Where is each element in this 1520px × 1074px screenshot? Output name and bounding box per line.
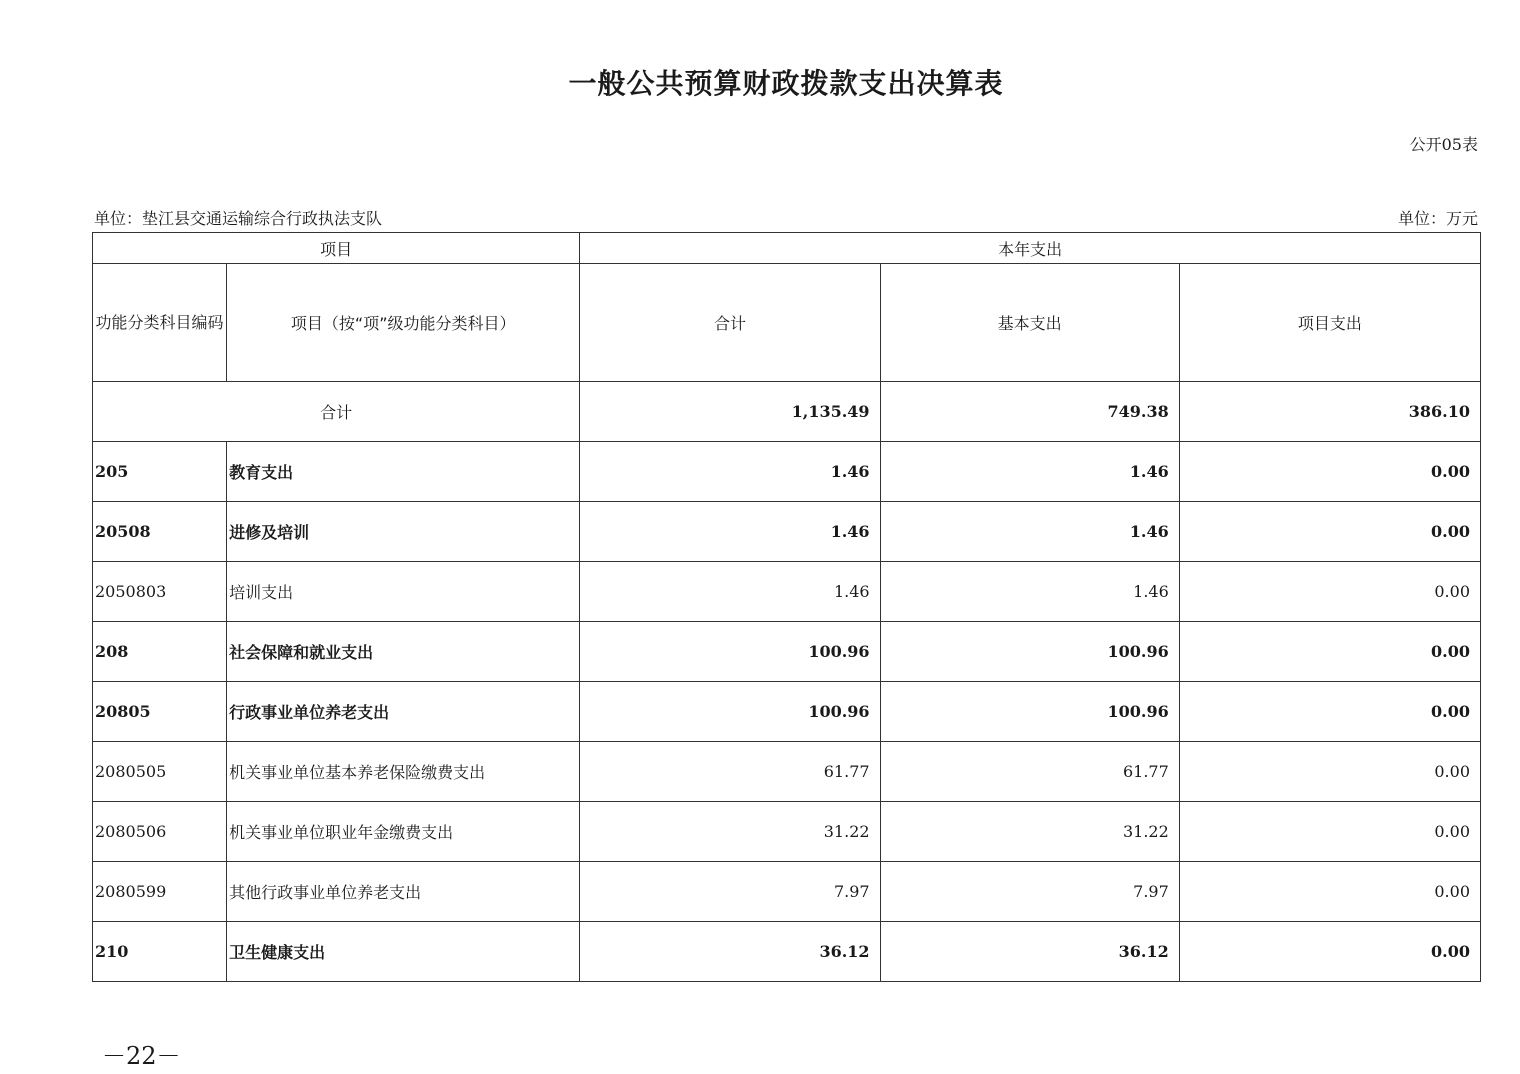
- row-name: 行政事业单位养老支出: [227, 682, 580, 742]
- header-code: 功能分类科目编码: [93, 264, 227, 382]
- row-name: 其他行政事业单位养老支出: [227, 862, 580, 922]
- row-total: 100.96: [580, 622, 880, 682]
- table-row: [93, 802, 1481, 862]
- header-row-columns: [93, 264, 1481, 382]
- row-total: 100.96: [580, 682, 880, 742]
- table-row: [93, 682, 1481, 742]
- row-project: 0.00: [1179, 742, 1480, 802]
- expenditure-table: [92, 232, 1481, 982]
- header-project-group: 项目: [93, 233, 580, 264]
- page-number: －22－: [102, 1042, 181, 1070]
- page-title: 一般公共预算财政拨款支出决算表: [568, 67, 1004, 100]
- row-code: 208: [93, 622, 227, 682]
- row-code: 2050803: [93, 562, 227, 622]
- table-row: [93, 742, 1481, 802]
- total-row: [93, 382, 1481, 442]
- row-code: 20508: [93, 502, 227, 562]
- header-basic: 基本支出: [880, 264, 1179, 382]
- row-name: 卫生健康支出: [227, 922, 580, 982]
- header-row-group: [93, 233, 1481, 264]
- row-code: 20805: [93, 682, 227, 742]
- row-basic: 100.96: [880, 622, 1179, 682]
- unit-currency: 单位：万元: [1397, 209, 1478, 228]
- row-basic: 100.96: [880, 682, 1179, 742]
- row-code: 2080505: [93, 742, 227, 802]
- total-basic: 749.38: [880, 382, 1179, 442]
- row-basic: 31.22: [880, 802, 1179, 862]
- row-basic: 1.46: [880, 562, 1179, 622]
- unit-organization: 单位：垫江县交通运输综合行政执法支队: [94, 209, 383, 228]
- row-total: 31.22: [580, 802, 880, 862]
- table-row: [93, 862, 1481, 922]
- row-basic: 1.46: [880, 442, 1179, 502]
- header-project: 项目支出: [1179, 264, 1480, 382]
- row-basic: 1.46: [880, 502, 1179, 562]
- table-row: [93, 622, 1481, 682]
- table-row: [93, 562, 1481, 622]
- row-project: 0.00: [1179, 442, 1480, 502]
- total-project: 386.10: [1179, 382, 1480, 442]
- row-name: 机关事业单位职业年金缴费支出: [227, 802, 580, 862]
- table-row: [93, 442, 1481, 502]
- row-total: 61.77: [580, 742, 880, 802]
- row-name: 培训支出: [227, 562, 580, 622]
- row-project: 0.00: [1179, 562, 1480, 622]
- table-row: [93, 502, 1481, 562]
- row-name: 教育支出: [227, 442, 580, 502]
- header-current-year-group: 本年支出: [580, 233, 1481, 264]
- form-number: 公开05表: [1409, 135, 1478, 154]
- header-name: 项目（按“项”级功能分类科目）: [227, 264, 580, 382]
- total-sum: 1,135.49: [580, 382, 880, 442]
- table-row: [93, 922, 1481, 982]
- row-total: 1.46: [580, 442, 880, 502]
- row-code: 2080599: [93, 862, 227, 922]
- row-name: 机关事业单位基本养老保险缴费支出: [227, 742, 580, 802]
- row-project: 0.00: [1179, 862, 1480, 922]
- row-name: 进修及培训: [227, 502, 580, 562]
- row-project: 0.00: [1179, 502, 1480, 562]
- row-code: 2080506: [93, 802, 227, 862]
- row-basic: 7.97: [880, 862, 1179, 922]
- row-total: 36.12: [580, 922, 880, 982]
- header-total: 合计: [580, 264, 880, 382]
- row-code: 210: [93, 922, 227, 982]
- row-name: 社会保障和就业支出: [227, 622, 580, 682]
- row-total: 7.97: [580, 862, 880, 922]
- row-project: 0.00: [1179, 682, 1480, 742]
- total-label: 合计: [93, 382, 580, 442]
- row-total: 1.46: [580, 562, 880, 622]
- row-code: 205: [93, 442, 227, 502]
- row-basic: 61.77: [880, 742, 1179, 802]
- row-project: 0.00: [1179, 922, 1480, 982]
- row-basic: 36.12: [880, 922, 1179, 982]
- row-project: 0.00: [1179, 622, 1480, 682]
- row-total: 1.46: [580, 502, 880, 562]
- row-project: 0.00: [1179, 802, 1480, 862]
